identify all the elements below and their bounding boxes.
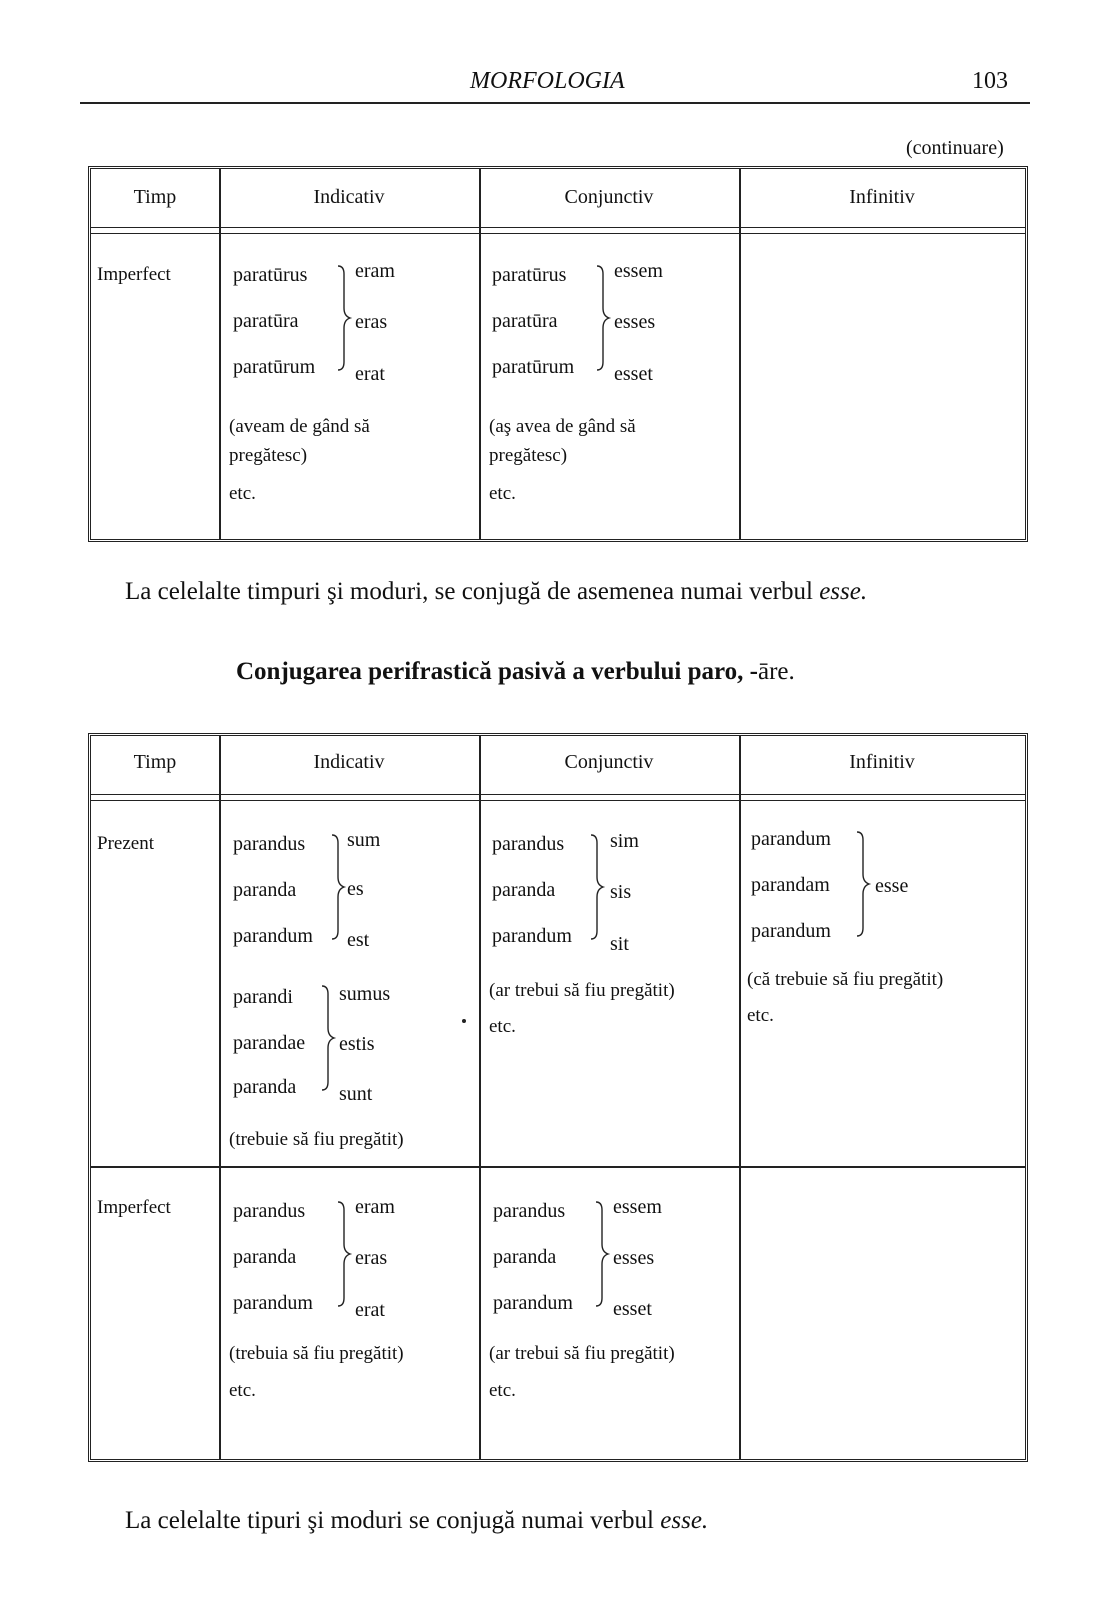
conjunctiv-conjugation-group: [492, 260, 732, 394]
translation-note: (trebuia să fiu pregătit): [229, 1343, 404, 1364]
col-header-infinitiv: Infinitiv: [849, 186, 915, 208]
conjunctiv-conjugation-group: [492, 830, 732, 963]
auxiliary-ending: esset: [614, 363, 653, 385]
auxiliary-ending: esses: [614, 311, 656, 333]
auxiliary-ending: esses: [613, 1247, 655, 1269]
participle-form: paratūrum: [492, 356, 575, 378]
participle-form: paratūrus: [492, 264, 567, 286]
continuation-note: (continuare): [906, 137, 1004, 159]
right-brace-icon: [335, 1200, 355, 1310]
running-header: MORFOLOGIA: [470, 68, 625, 94]
note-line: pregătesc): [229, 445, 308, 466]
stray-dot: [462, 1019, 466, 1023]
conjunctiv-conjugation-group: [493, 1196, 733, 1330]
participle-form: parandum: [751, 828, 831, 850]
column-divider: [479, 169, 481, 539]
participle-form: parandum: [493, 1292, 573, 1314]
auxiliary-ending: eram: [355, 1196, 395, 1218]
auxiliary-ending: sit: [610, 933, 629, 955]
right-brace-icon: [335, 264, 355, 374]
col-header-indicativ: Indicativ: [313, 186, 385, 208]
etc-label: etc.: [747, 1005, 774, 1026]
indicativ-conjugation-group: [233, 1196, 473, 1330]
paragraph-italic: esse.: [660, 1507, 709, 1534]
participle-form: parandus: [492, 833, 565, 855]
auxiliary-ending: sum: [347, 829, 381, 851]
participle-form: parandus: [233, 833, 306, 855]
participle-form: parandum: [233, 1292, 313, 1314]
indicativ-singular-group: [233, 829, 473, 963]
participle-form: paratūrus: [233, 264, 308, 286]
note-line: pregătesc): [489, 445, 568, 466]
paragraph-text: La celelalte timpuri şi moduri, se conjugă de asemenea numai verbul: [125, 578, 820, 605]
section-heading: [236, 658, 795, 686]
participle-form: parandam: [751, 874, 830, 896]
auxiliary-ending: essem: [614, 260, 663, 282]
col-header-conjunctiv: Conjunctiv: [564, 186, 654, 208]
right-brace-icon: [594, 264, 614, 374]
participle-form: paranda: [492, 879, 556, 901]
participle-form: paranda: [233, 1246, 297, 1268]
etc-label: etc.: [489, 1016, 516, 1037]
translation-note: [489, 412, 636, 470]
etc-label: etc.: [229, 1380, 256, 1401]
auxiliary-ending: estis: [339, 1033, 375, 1055]
column-divider: [739, 736, 741, 1459]
note-line: (aş avea de gând să: [489, 416, 636, 437]
infinitiv-conjugation-group: [751, 828, 1021, 958]
page-number: 103: [972, 68, 1008, 94]
body-paragraph: [125, 578, 867, 606]
table-imperfect-continued: [88, 166, 1028, 542]
auxiliary-ending: sim: [610, 830, 639, 852]
participle-form: paratūra: [492, 310, 558, 332]
translation-note: (ar trebui să fiu pregătit): [489, 980, 675, 1001]
auxiliary-ending: est: [347, 929, 370, 951]
right-brace-icon: [854, 830, 874, 940]
right-brace-icon: [319, 984, 339, 1094]
row-label-imperfect: Imperfect: [97, 1197, 171, 1218]
participle-form: parandae: [233, 1032, 306, 1054]
auxiliary-ending: sis: [610, 881, 632, 903]
table-passive-periphrastic: [88, 733, 1028, 1462]
translation-note: (ar trebui să fiu pregătit): [489, 1343, 675, 1364]
auxiliary-ending: erat: [355, 1299, 385, 1321]
right-brace-icon: [593, 1200, 613, 1310]
column-divider: [739, 169, 741, 539]
header-divider: [91, 794, 1025, 801]
participle-form: parandum: [751, 920, 831, 942]
participle-form: parandus: [233, 1200, 306, 1222]
participle-form: parandum: [233, 925, 313, 947]
indicativ-plural-group: [233, 983, 473, 1116]
etc-label: etc.: [229, 483, 256, 504]
participle-form: paratūrum: [233, 356, 316, 378]
column-divider: [479, 736, 481, 1459]
heading-bold: Conjugarea perifrastică pasivă a verbului paro, -: [236, 658, 758, 685]
col-header-timp: Timp: [133, 751, 177, 773]
header-divider: [91, 227, 1025, 234]
indicativ-conjugation-group: [233, 260, 473, 394]
translation-note: [229, 412, 370, 470]
row-label-imperfect: Imperfect: [97, 264, 171, 285]
col-header-conjunctiv: Conjunctiv: [564, 751, 654, 773]
auxiliary-ending: sunt: [339, 1083, 373, 1105]
col-header-indicativ: Indicativ: [313, 751, 385, 773]
auxiliary-ending: eram: [355, 260, 395, 282]
auxiliary-ending: es: [347, 878, 364, 900]
row-label-prezent: Prezent: [97, 833, 154, 854]
auxiliary-ending: eras: [355, 1247, 388, 1269]
paragraph-text: La celelalte tipuri şi moduri se conjugă numai verbul: [125, 1507, 661, 1534]
col-header-infinitiv: Infinitiv: [849, 751, 915, 773]
column-divider: [219, 169, 221, 539]
participle-form: parandum: [492, 925, 572, 947]
translation-note: (trebuie să fiu pregătit): [229, 1129, 404, 1150]
auxiliary-ending: essem: [613, 1196, 662, 1218]
participle-form: parandi: [233, 986, 293, 1008]
auxiliary-ending: erat: [355, 363, 385, 385]
right-brace-icon: [588, 833, 608, 943]
auxiliary-ending: esset: [613, 1298, 652, 1320]
paragraph-italic: esse.: [819, 578, 868, 605]
participle-form: paratūra: [233, 310, 299, 332]
right-brace-icon: [329, 833, 349, 943]
note-line: (aveam de gând să: [229, 416, 370, 437]
heading-tail: āre.: [758, 658, 795, 685]
auxiliary-ending: esse: [875, 875, 909, 897]
participle-form: paranda: [233, 879, 297, 901]
header-rule: [80, 102, 1030, 104]
col-header-timp: Timp: [133, 186, 177, 208]
auxiliary-ending: sumus: [339, 983, 391, 1005]
participle-form: paranda: [493, 1246, 557, 1268]
participle-form: parandus: [493, 1200, 566, 1222]
auxiliary-ending: eras: [355, 311, 388, 333]
translation-note: (că trebuie să fiu pregătit): [747, 969, 944, 990]
column-divider: [219, 736, 221, 1459]
etc-label: etc.: [489, 483, 516, 504]
body-paragraph: [125, 1507, 708, 1535]
etc-label: etc.: [489, 1380, 516, 1401]
participle-form: paranda: [233, 1076, 297, 1098]
row-divider: [91, 1166, 1025, 1168]
